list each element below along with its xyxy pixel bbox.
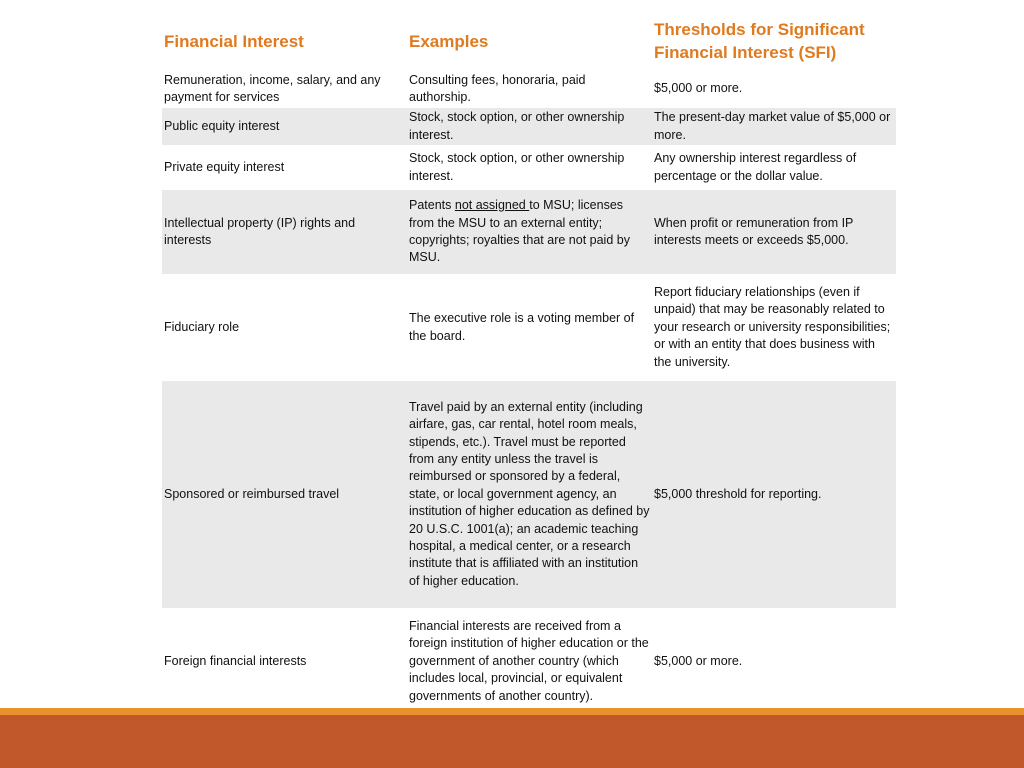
interest-cell: Fiduciary role bbox=[164, 319, 240, 334]
examples-text-post: to MSU; licenses from the MSU to an external entity; copyrights; royalties that are not paid by MSU. bbox=[409, 198, 630, 265]
table-row bbox=[162, 190, 896, 274]
footer-accent-line bbox=[0, 708, 1024, 715]
examples-cell: Financial interests are received from a foreign institution of higher education or the government of another country (which includes local, provincial, or equivalent governments of another country). bbox=[409, 618, 649, 703]
header-thresholds: Thresholds for Significant Financial Interest (SFI) bbox=[654, 20, 865, 62]
table-header-row bbox=[162, 12, 896, 70]
footer-band bbox=[0, 715, 1024, 768]
examples-cell: Consulting fees, honoraria, paid authorship. bbox=[409, 72, 586, 104]
table-row bbox=[162, 70, 896, 108]
header-financial-interest: Financial Interest bbox=[164, 31, 304, 51]
table-row bbox=[162, 608, 896, 715]
examples-underlined-text: not assigned bbox=[454, 198, 530, 213]
examples-cell: Stock, stock option, or other ownership interest. bbox=[407, 108, 652, 145]
header-examples: Examples bbox=[409, 31, 489, 51]
threshold-cell: $5,000 threshold for reporting. bbox=[652, 381, 896, 608]
examples-text-pre: Patents bbox=[409, 198, 455, 213]
interest-cell: Sponsored or reimbursed travel bbox=[162, 381, 407, 608]
interest-cell: Public equity interest bbox=[162, 108, 407, 145]
examples-cell: The executive role is a voting member of the board. bbox=[409, 311, 635, 343]
threshold-cell: The present-day market value of $5,000 or more. bbox=[652, 108, 896, 145]
threshold-cell: $5,000 or more. bbox=[654, 653, 743, 668]
interest-cell: Private equity interest bbox=[164, 159, 285, 174]
sfi-table bbox=[162, 12, 896, 715]
examples-cell: Stock, stock option, or other ownership interest. bbox=[409, 151, 625, 183]
examples-cell bbox=[407, 190, 652, 274]
threshold-cell: $5,000 or more. bbox=[654, 81, 743, 96]
table-row bbox=[162, 381, 896, 608]
interest-cell: Foreign financial interests bbox=[164, 653, 307, 668]
table-row bbox=[162, 108, 896, 145]
threshold-cell: Any ownership interest regardless of percentage or the dollar value. bbox=[654, 151, 857, 183]
examples-cell: Travel paid by an external entity (including airfare, gas, car rental, hotel room meals, stipends, etc.). Travel must be reported from any entity unless the travel is reimbursed or sponsored by a federal, state, or local government agency, an institution of higher education as defined by 20 U.S.C. 1001(a); an academic teaching hospital, a medical center, or a research institute that is affiliated with an institution of higher education. bbox=[407, 381, 652, 608]
interest-cell: Intellectual property (IP) rights and interests bbox=[162, 190, 407, 274]
table-row bbox=[162, 145, 896, 190]
table-row bbox=[162, 274, 896, 381]
interest-cell: Remuneration, income, salary, and any payment for services bbox=[164, 72, 381, 104]
threshold-cell: Report fiduciary relationships (even if unpaid) that may be reasonably related to your research or university responsibilities; or with an entity that does business with the university. bbox=[654, 284, 891, 369]
threshold-cell: When profit or remuneration from IP interests meets or exceeds $5,000. bbox=[652, 190, 896, 274]
